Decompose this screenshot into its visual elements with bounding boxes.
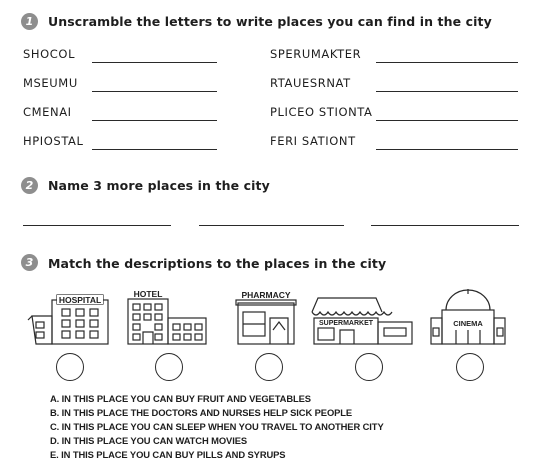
scrambled-word: FERI SATIONT [270,134,356,148]
description-b: B. IN THIS PLACE THE DOCTORS AND NURSES HELP SICK PEOPLE [50,407,353,418]
pharmacy-icon [236,300,296,344]
answer-circle-hospital[interactable] [56,353,84,381]
section-1-number: 1 [21,13,38,30]
section-1-title: Unscramble the letters to write places you can find in the city [48,14,492,29]
answer-circle-cinema[interactable] [456,353,484,381]
hotel-icon [128,299,206,344]
scrambled-word: SPERUMAKTER [270,47,362,61]
section-2-title: Name 3 more places in the city [48,178,270,193]
section-3-title: Match the descriptions to the places in the city [48,256,387,271]
answer-circle-pharmacy[interactable] [255,353,283,381]
description-e: E. IN THIS PLACE YOU CAN BUY PILLS AND SYRUPS [50,449,286,460]
description-a: A. IN THIS PLACE YOU CAN BUY FRUIT AND VEGETABLES [50,393,311,404]
section-3-number: 3 [21,254,38,271]
scrambled-word: PLICEO STIONTA [270,105,373,119]
scrambled-word: MSEUMU [23,76,78,90]
scrambled-word: HPIOSTAL [23,134,84,148]
building-label-supermarket: SUPERMARKET [318,320,374,327]
cinema-icon [431,289,505,344]
section-2-number: 2 [21,177,38,194]
building-label-hotel: HOTEL [133,289,163,299]
scrambled-word: RTAUESRNAT [270,76,351,90]
scrambled-word: CMENAI [23,105,72,119]
answer-circle-hotel[interactable] [155,353,183,381]
building-label-hospital: HOSPITAL [58,295,102,305]
scrambled-word: SHOCOL [23,47,76,61]
description-c: C. IN THIS PLACE YOU CAN SLEEP WHEN YOU TRAVEL TO ANOTHER CITY [50,421,384,432]
building-label-pharmacy: PHARMACY [241,290,291,300]
building-label-cinema: CINEMA [453,319,483,328]
description-d: D. IN THIS PLACE YOU CAN WATCH MOVIES [50,435,248,446]
answer-circle-supermarket[interactable] [355,353,383,381]
